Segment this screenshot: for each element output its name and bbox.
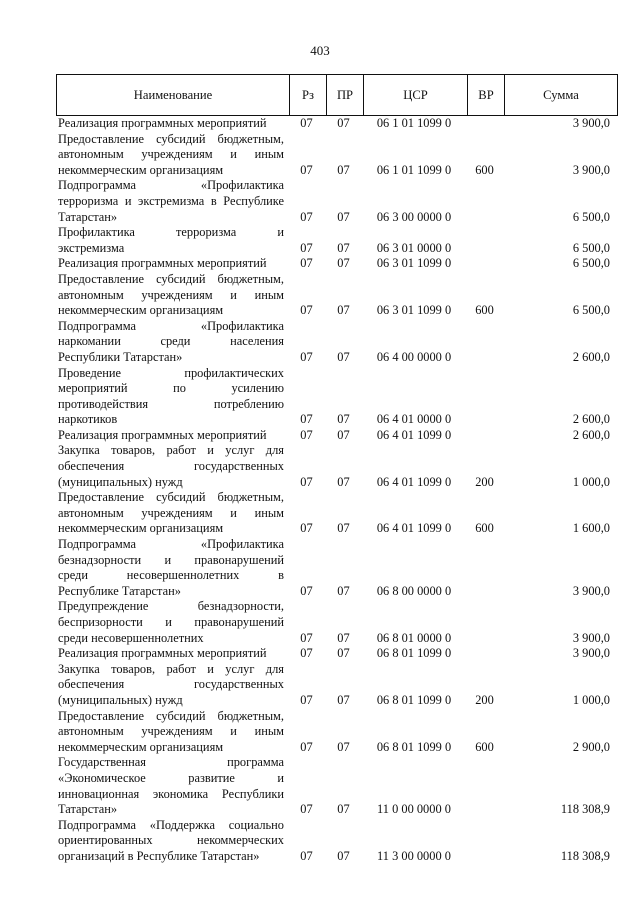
row-name-line: Подпрограмма «Профилактика <box>58 318 284 333</box>
table-row <box>56 428 618 444</box>
header-sum: Сумма <box>504 75 617 115</box>
header-rz: Рз <box>289 75 326 115</box>
row-name <box>56 818 288 865</box>
row-sum: 6 500,0 <box>572 303 610 318</box>
row-rz: 07 <box>300 412 313 427</box>
table-header <box>56 74 618 116</box>
row-name <box>56 319 288 366</box>
table-row <box>56 132 618 179</box>
row-vr: 200 <box>475 692 494 707</box>
row-name-line: ориентированных некоммерческих <box>58 833 284 848</box>
row-name <box>56 428 288 444</box>
row-name-line: Предоставление субсидий бюджетным, <box>58 490 284 505</box>
row-name-line: «Экономическое развитие и <box>58 770 284 785</box>
row-name-line: некоммерческим организациям <box>58 162 224 177</box>
row-vr: 600 <box>475 739 494 754</box>
row-name-line: Предоставление субсидий бюджетным, <box>58 131 284 146</box>
row-pr: 07 <box>337 240 350 255</box>
row-csr: 06 3 01 1099 0 <box>376 303 452 318</box>
row-csr: 06 8 00 0000 0 <box>376 583 452 598</box>
row-rz: 07 <box>300 630 313 645</box>
row-pr: 07 <box>337 583 350 598</box>
row-vr: 600 <box>475 521 494 536</box>
row-pr: 07 <box>337 848 350 863</box>
table-row <box>56 319 618 366</box>
row-sum: 2 900,0 <box>572 739 610 754</box>
row-vr: 600 <box>475 303 494 318</box>
row-pr: 07 <box>337 349 350 364</box>
row-csr: 06 3 01 1099 0 <box>376 256 452 271</box>
row-name-line: Татарстан» <box>58 802 118 817</box>
row-sum: 2 600,0 <box>572 427 610 442</box>
row-name <box>56 132 288 179</box>
row-name-line: мероприятий по усилению <box>58 381 284 396</box>
row-sum: 3 900,0 <box>572 583 610 598</box>
row-sum: 3 900,0 <box>572 116 610 130</box>
row-csr: 06 4 01 0000 0 <box>376 412 452 427</box>
row-name <box>56 443 288 490</box>
row-pr: 07 <box>337 474 350 489</box>
row-name <box>56 272 288 319</box>
row-sum: 6 500,0 <box>572 256 610 271</box>
row-name-line: наркомании среди населения <box>58 334 284 349</box>
row-sum: 2 600,0 <box>572 412 610 427</box>
row-sum: 118 308,9 <box>560 848 610 863</box>
row-name-line: Предоставление субсидий бюджетным, <box>58 271 284 286</box>
row-name <box>56 178 288 225</box>
row-name <box>56 709 288 756</box>
row-csr: 06 3 01 0000 0 <box>376 240 452 255</box>
row-sum: 3 900,0 <box>572 646 610 661</box>
row-name-line: экстремизма <box>58 240 125 255</box>
row-pr: 07 <box>337 303 350 318</box>
row-name-line: Реализация программных мероприятий <box>58 116 267 130</box>
header-name: Наименование <box>133 87 213 102</box>
row-rz: 07 <box>300 303 313 318</box>
row-name-line: обеспечения государственных <box>58 677 284 692</box>
row-pr: 07 <box>337 162 350 177</box>
row-rz: 07 <box>300 848 313 863</box>
row-sum: 3 900,0 <box>572 630 610 645</box>
row-pr: 07 <box>337 521 350 536</box>
row-sum: 118 308,9 <box>560 802 610 817</box>
row-name-line: обеспечения государственных <box>58 459 284 474</box>
row-name-line: автономным учреждениям и иным <box>58 724 284 739</box>
row-pr: 07 <box>337 116 350 130</box>
row-vr: 200 <box>475 474 494 489</box>
row-name-line: Реализация программных мероприятий <box>58 256 267 271</box>
row-name-line: (муниципальных) нужд <box>58 474 183 489</box>
row-sum: 2 600,0 <box>572 349 610 364</box>
table-row <box>56 599 618 646</box>
row-name-line: Закупка товаров, работ и услуг для <box>58 661 284 676</box>
table-row <box>56 662 618 709</box>
row-pr: 07 <box>337 256 350 271</box>
row-name <box>56 366 288 428</box>
row-csr: 06 8 01 1099 0 <box>376 739 452 754</box>
table-row <box>56 646 618 662</box>
row-rz: 07 <box>300 209 313 224</box>
row-csr: 06 4 01 1099 0 <box>376 521 452 536</box>
row-name-line: инновационная экономика Республики <box>58 786 284 801</box>
row-name-line: Закупка товаров, работ и услуг для <box>58 443 284 458</box>
row-pr: 07 <box>337 739 350 754</box>
row-name-line: Реализация программных мероприятий <box>58 427 267 442</box>
row-pr: 07 <box>337 802 350 817</box>
row-csr: 06 8 01 1099 0 <box>376 692 452 707</box>
row-pr: 07 <box>337 692 350 707</box>
row-name-line: автономным учреждениям и иным <box>58 505 284 520</box>
page-number: 403 <box>310 43 330 58</box>
row-name-line: Республики Татарстан» <box>58 349 183 364</box>
table-row <box>56 709 618 756</box>
row-name-line: противодействия потреблению <box>58 396 284 411</box>
table-row <box>56 225 618 256</box>
row-name-line: Подпрограмма «Профилактика <box>58 178 284 193</box>
table-row <box>56 256 618 272</box>
row-csr: 06 8 01 1099 0 <box>376 646 452 661</box>
row-pr: 07 <box>337 630 350 645</box>
row-name <box>56 490 288 537</box>
header-pr: ПР <box>326 75 363 115</box>
row-name-line: Предоставление субсидий бюджетным, <box>58 708 284 723</box>
row-name <box>56 646 288 662</box>
row-name-line: автономным учреждениям и иным <box>58 147 284 162</box>
row-rz: 07 <box>300 162 313 177</box>
row-rz: 07 <box>300 474 313 489</box>
row-name-line: наркотиков <box>58 412 118 427</box>
row-sum: 1 600,0 <box>572 521 610 536</box>
row-csr: 06 8 01 0000 0 <box>376 630 452 645</box>
row-name-line: беспризорности и правонарушений <box>58 615 284 629</box>
row-rz: 07 <box>300 802 313 817</box>
table-body <box>56 116 618 865</box>
row-name <box>56 599 288 646</box>
table-row <box>56 490 618 537</box>
row-rz: 07 <box>300 116 313 130</box>
row-pr: 07 <box>337 209 350 224</box>
row-name-line: Государственная программа <box>58 755 284 770</box>
row-sum: 1 000,0 <box>572 692 610 707</box>
row-name <box>56 116 288 132</box>
row-name-line: Подпрограмма «Поддержка социально <box>58 817 284 832</box>
row-name <box>56 225 288 256</box>
row-name-line: Реализация программных мероприятий <box>58 646 267 661</box>
row-rz: 07 <box>300 692 313 707</box>
row-name <box>56 662 288 709</box>
row-vr: 600 <box>475 162 494 177</box>
table-row <box>56 272 618 319</box>
row-name-line: терроризма и экстремизма в Республике <box>58 193 284 208</box>
row-pr: 07 <box>337 412 350 427</box>
table-row <box>56 178 618 225</box>
row-rz: 07 <box>300 427 313 442</box>
row-name-line: организаций в Республике Татарстан» <box>58 848 260 863</box>
row-name-line: Татарстан» <box>58 209 118 224</box>
header-csr: ЦСР <box>363 75 467 115</box>
row-rz: 07 <box>300 240 313 255</box>
row-name-line: Профилактика терроризма и <box>58 225 284 240</box>
row-name <box>56 537 288 599</box>
row-sum: 3 900,0 <box>572 162 610 177</box>
row-csr: 06 1 01 1099 0 <box>376 162 452 177</box>
row-rz: 07 <box>300 583 313 598</box>
row-name-line: автономным учреждениям и иным <box>58 287 284 302</box>
table-row <box>56 818 618 865</box>
table-row <box>56 443 618 490</box>
row-name <box>56 755 288 817</box>
row-rz: 07 <box>300 646 313 661</box>
row-sum: 1 000,0 <box>572 474 610 489</box>
row-csr: 11 0 00 0000 0 <box>377 802 451 817</box>
table-row <box>56 755 618 817</box>
header-vr: ВР <box>467 75 504 115</box>
row-csr: 06 1 01 1099 0 <box>376 116 452 130</box>
row-rz: 07 <box>300 256 313 271</box>
row-sum: 6 500,0 <box>572 240 610 255</box>
row-name-line: некоммерческим организациям <box>58 521 224 536</box>
row-csr: 06 4 01 1099 0 <box>376 427 452 442</box>
row-name-line: некоммерческим организациям <box>58 303 224 318</box>
table-row <box>56 537 618 599</box>
row-name-line: Проведение профилактических <box>58 365 284 380</box>
row-name <box>56 256 288 272</box>
row-csr: 06 4 00 0000 0 <box>376 349 452 364</box>
row-rz: 07 <box>300 521 313 536</box>
row-rz: 07 <box>300 349 313 364</box>
row-rz: 07 <box>300 739 313 754</box>
row-csr: 06 4 01 1099 0 <box>376 474 452 489</box>
row-csr: 06 3 00 0000 0 <box>376 209 452 224</box>
table-row <box>56 116 618 132</box>
row-name-line: безнадзорности и правонарушений <box>58 552 284 567</box>
table-row <box>56 366 618 428</box>
row-name-line: Республике Татарстан» <box>58 583 181 598</box>
row-csr: 11 3 00 0000 0 <box>377 848 451 863</box>
row-name-line: (муниципальных) нужд <box>58 692 183 707</box>
row-pr: 07 <box>337 427 350 442</box>
row-name-line: некоммерческим организациям <box>58 739 224 754</box>
row-name-line: Подпрограмма «Профилактика <box>58 537 284 552</box>
row-sum: 6 500,0 <box>572 209 610 224</box>
row-name-line: Предупреждение безнадзорности, <box>58 599 284 614</box>
row-name-line: среди несовершеннолетних в <box>58 568 284 583</box>
row-name-line: среди несовершеннолетних <box>58 630 204 645</box>
row-pr: 07 <box>337 646 350 661</box>
